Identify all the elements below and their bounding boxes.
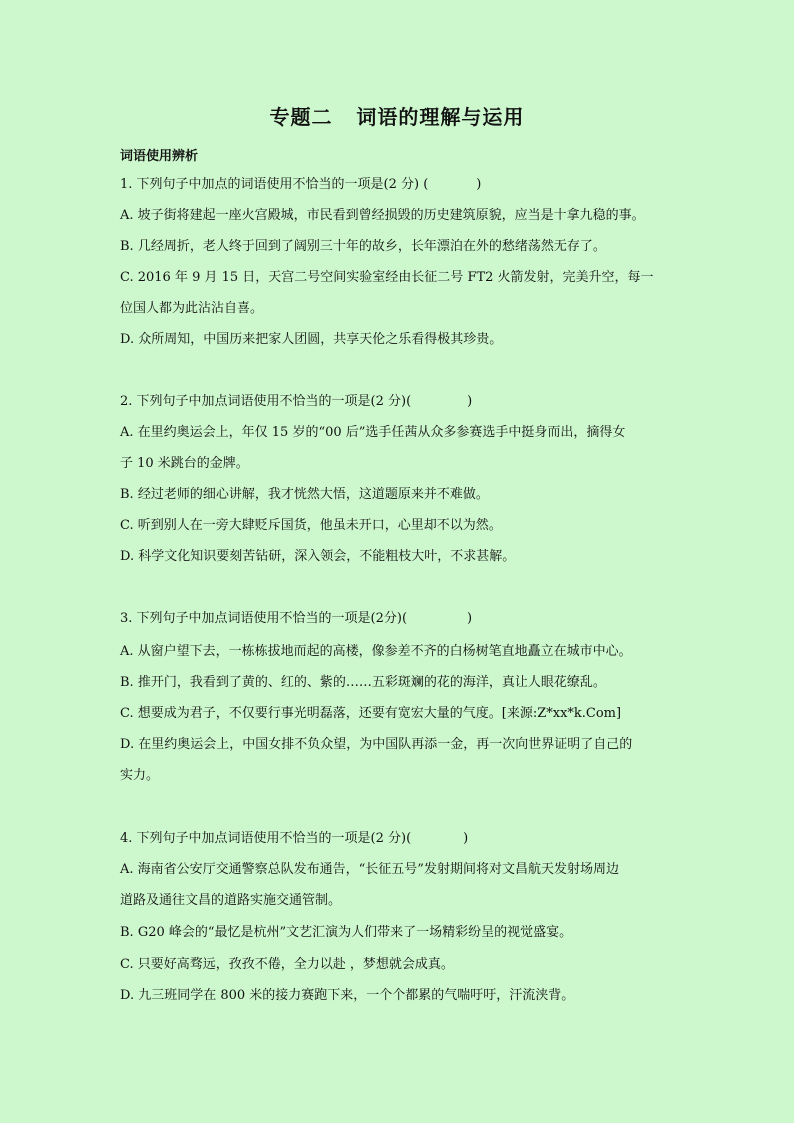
question-3-option-d: D. 在里约奥运会上，中国女排不负众望，为中国队再添一金，再一次向世界证明了自己的: [120, 737, 633, 752]
question-2-option-a: A. 在里约奥运会上，年仅 15 岁的“00 后”选手任茜从众多参赛选手中挺身而出，摘得女: [120, 425, 626, 440]
section-heading: 词语使用辨析: [120, 149, 199, 164]
question-4-option-a-cont: 道路及通往文昌的道路实施交通管制。: [120, 893, 342, 908]
question-4-option-a: A. 海南省公安厅交通警察总队发布通告，“长征五号”发射期间将对文昌航天发射场周边: [120, 862, 619, 877]
question-4-answer-paren-close: ): [463, 831, 469, 846]
question-3-answer-paren-close: ): [467, 611, 473, 626]
question-2-stem-text: 2. 下列句子中加点词语使用不恰当的一项是(2 分)(: [120, 394, 412, 409]
question-1-answer-paren-close: ): [476, 177, 482, 192]
question-4-stem-text: 4. 下列句子中加点词语使用不恰当的一项是(2 分)(: [120, 831, 412, 846]
question-1-option-c-cont: 位国人都为此沾沾自喜。: [120, 301, 264, 316]
question-3-option-d-cont: 实力。: [120, 768, 160, 783]
question-3-option-c: C. 想要成为君子，不仅要行事光明磊落，还要有宽宏大量的气度。[来源:Z*xx*k.Com]: [120, 706, 622, 721]
question-4-stem: [120, 830, 468, 848]
question-4-option-d: D. 九三班同学在 800 米的接力赛跑下来，一个个都累的气喘吁吁，汗流浃背。: [120, 988, 575, 1003]
question-4-option-b: B. G20 峰会的“最忆是杭州”文艺汇演为人们带来了一场精彩纷呈的视觉盛宴。: [120, 925, 573, 940]
question-3-option-a: A. 从窗户望下去，一栋栋拔地而起的高楼，像参差不齐的白杨树笔直地矗立在城市中心。: [120, 644, 632, 659]
question-2-option-a-cont: 子 10 米跳台的金牌。: [120, 456, 249, 471]
page-title: 专题二 词语的理解与运用: [269, 105, 525, 129]
question-1-stem: [120, 176, 481, 194]
question-3-option-b: B. 推开门，我看到了黄的、红的、紫的……五彩斑斓的花的海洋，真让人眼花缭乱。: [120, 675, 606, 690]
question-3-stem-text: 3. 下列句子中加点词语使用不恰当的一项是(2分)(: [120, 611, 408, 626]
question-1-option-b: B. 几经周折，老人终于回到了阔别三十年的故乡，长年漂泊在外的愁绪荡然无存了。: [120, 239, 606, 254]
question-1-option-d: D. 众所周知，中国历来把家人团圆，共享天伦之乐看得极其珍贵。: [120, 332, 503, 347]
question-2-answer-paren-close: ): [467, 394, 473, 409]
question-1-option-c: C. 2016 年 9 月 15 日，天宫二号空间实验室经由长征二号 FT2 火箭发射，完美升空，每一: [120, 270, 654, 285]
question-2-option-b: B. 经过老师的细心讲解，我才恍然大悟，这道题原来并不难做。: [120, 487, 489, 502]
question-3-stem: [120, 610, 472, 628]
question-2-stem: [120, 393, 472, 411]
question-2-option-d: D. 科学文化知识要刻苦钻研，深入领会，不能粗枝大叶，不求甚解。: [120, 549, 516, 564]
question-1-stem-text: 1. 下列句子中加点的词语使用不恰当的一项是(2 分) (: [120, 177, 429, 192]
question-1-option-a: A. 坡子街将建起一座火宫殿城，市民看到曾经损毁的历史建筑原貌，应当是十拿九稳的事。: [120, 208, 645, 223]
question-4-option-c: C. 只要好高骛远，孜孜不倦，全力以赴 ，梦想就会成真。: [120, 957, 454, 972]
question-2-option-c: C. 听到别人在一旁大肆贬斥国货，他虽未开口，心里却不以为然。: [120, 518, 502, 533]
